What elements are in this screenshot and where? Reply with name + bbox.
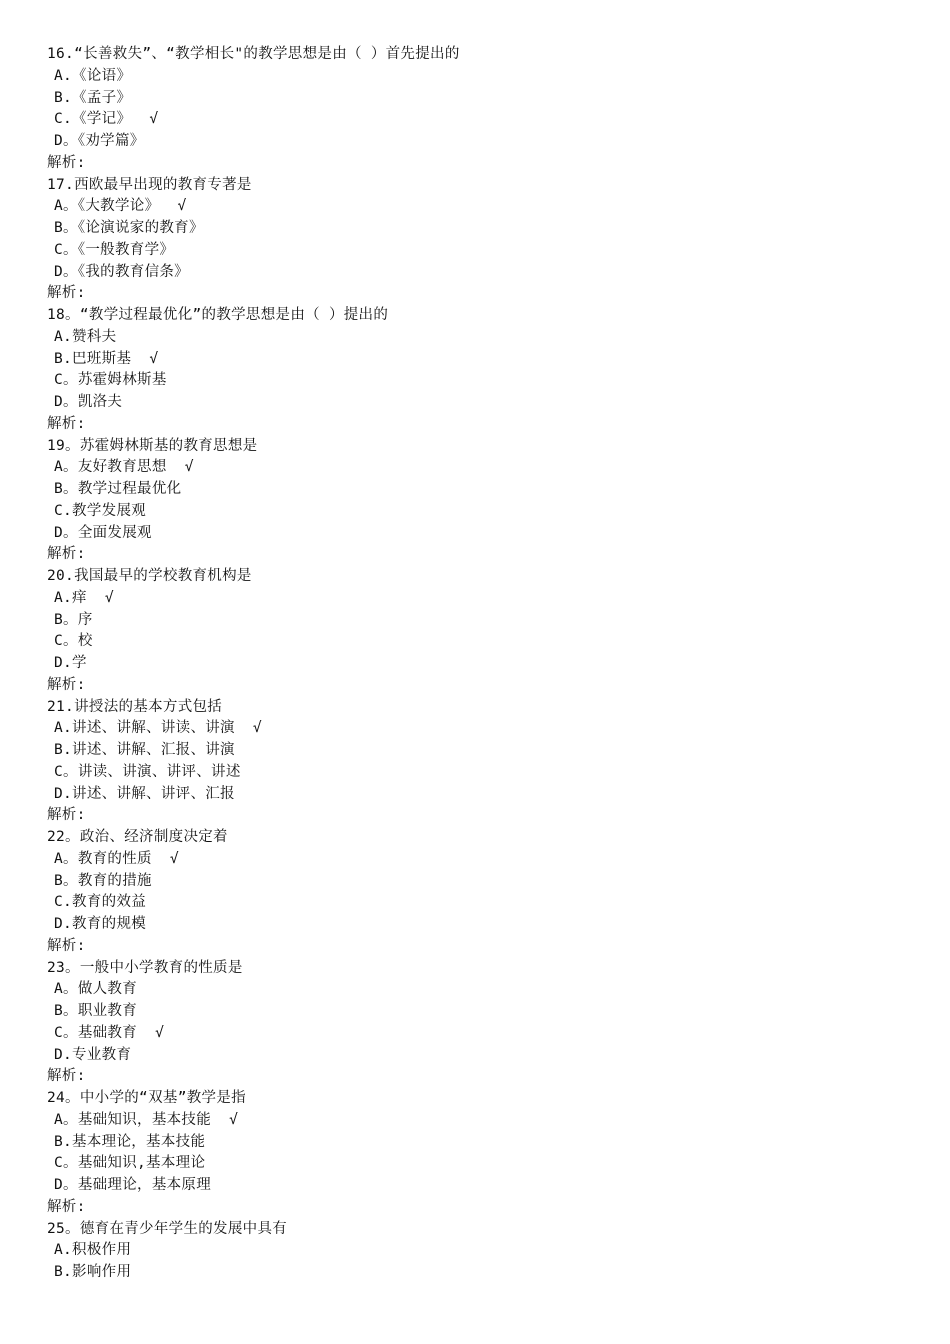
answer-option: A。做人教育 — [54, 981, 138, 998]
question-stem: 17.西欧最早出现的教育专著是 — [47, 176, 252, 193]
answer-option: A.赞科夫 — [54, 328, 117, 345]
question-stem: 16.“长善救失”、“教学相长"的教学思想是由（ ）首先提出的 — [47, 46, 460, 62]
answer-option: D。凯洛夫 — [54, 394, 123, 410]
question-stem: 19。苏霍姆林斯基的教育思想是 — [47, 437, 258, 454]
question-block — [47, 175, 907, 306]
answer-option: D。《我的教育信条》 — [54, 263, 189, 280]
answer-option: D。《劝学篇》 — [54, 133, 145, 149]
question-stem: 20.我国最早的学校教育机构是 — [47, 568, 252, 584]
analysis-label: 解析: — [47, 676, 86, 693]
answer-option: B。职业教育 — [54, 1003, 138, 1019]
analysis-label: 解析: — [47, 546, 86, 563]
question-block — [47, 1219, 907, 1284]
answer-option: A。《大教学论》 √ — [54, 198, 187, 215]
answer-option: B.基本理论，基本技能 — [54, 1133, 206, 1150]
answer-option: C。《一般教育学》 — [54, 241, 175, 258]
answer-option: D。全面发展观 — [54, 524, 152, 541]
question-stem: 25。德育在青少年学生的发展中具有 — [47, 1220, 288, 1237]
answer-option: C.《学记》 √ — [54, 111, 159, 128]
question-block — [47, 1088, 907, 1219]
answer-option: A.讲述、讲解、讲读、讲演 √ — [54, 720, 262, 737]
answer-option: D。基础理论，基本原理 — [54, 1177, 212, 1193]
answer-option: C。苏霍姆林斯基 — [54, 372, 167, 389]
question-stem: 24。中小学的“双基”教学是指 — [47, 1090, 246, 1106]
answer-option: C.教育的效益 — [54, 894, 147, 911]
answer-option: B.巴班斯基 √ — [54, 350, 159, 367]
answer-option: C。基础教育 √ — [54, 1024, 165, 1041]
analysis-label: 解析: — [47, 415, 86, 432]
question-stem: 18。“教学过程最优化”的教学思想是由（ ）提出的 — [47, 307, 389, 323]
answer-option: B。教学过程最优化 — [54, 481, 182, 497]
answer-option: B.《孟子》 — [54, 89, 132, 106]
answer-option: A。基础知识，基本技能 √ — [54, 1111, 239, 1128]
answer-option: D.学 — [54, 655, 87, 671]
answer-option: A。教育的性质 √ — [54, 850, 179, 867]
analysis-label: 解析: — [47, 937, 86, 954]
answer-option: C。校 — [54, 633, 93, 650]
answer-option: C。基础知识,基本理论 — [54, 1155, 206, 1172]
answer-option: B。教育的措施 — [54, 872, 152, 889]
question-block — [47, 436, 907, 567]
question-block — [47, 566, 907, 697]
question-block — [47, 958, 907, 1089]
answer-option: D.教育的规模 — [54, 916, 147, 932]
question-stem: 23。一般中小学教育的性质是 — [47, 959, 243, 976]
question-stem: 21.讲授法的基本方式包括 — [47, 698, 223, 715]
answer-option: B.影响作用 — [54, 1264, 132, 1280]
answer-option: C.教学发展观 — [54, 502, 147, 519]
answer-option: D.专业教育 — [54, 1046, 132, 1063]
analysis-label: 解析: — [47, 1198, 86, 1215]
question-block — [47, 827, 907, 958]
question-block — [47, 44, 907, 175]
analysis-label: 解析: — [47, 807, 86, 824]
answer-option: A。友好教育思想 √ — [54, 459, 194, 476]
answer-option: A.积极作用 — [54, 1242, 132, 1259]
answer-option: B.讲述、讲解、汇报、讲演 — [54, 742, 235, 758]
question-stem: 22。政治、经济制度决定着 — [47, 829, 228, 845]
answer-option: B。序 — [54, 611, 93, 628]
analysis-label: 解析: — [47, 154, 86, 171]
analysis-label: 解析: — [47, 1068, 86, 1085]
answer-option: A.痒 √ — [54, 589, 114, 606]
answer-option: B。《论演说家的教育》 — [54, 220, 204, 236]
answer-option: D.讲述、讲解、讲评、汇报 — [54, 785, 235, 802]
document-body — [47, 44, 907, 1284]
analysis-label: 解析: — [47, 285, 86, 302]
question-block — [47, 305, 907, 436]
answer-option: A.《论语》 — [54, 67, 132, 84]
answer-option: C。讲读、讲演、讲评、讲述 — [54, 763, 241, 780]
question-block — [47, 697, 907, 828]
